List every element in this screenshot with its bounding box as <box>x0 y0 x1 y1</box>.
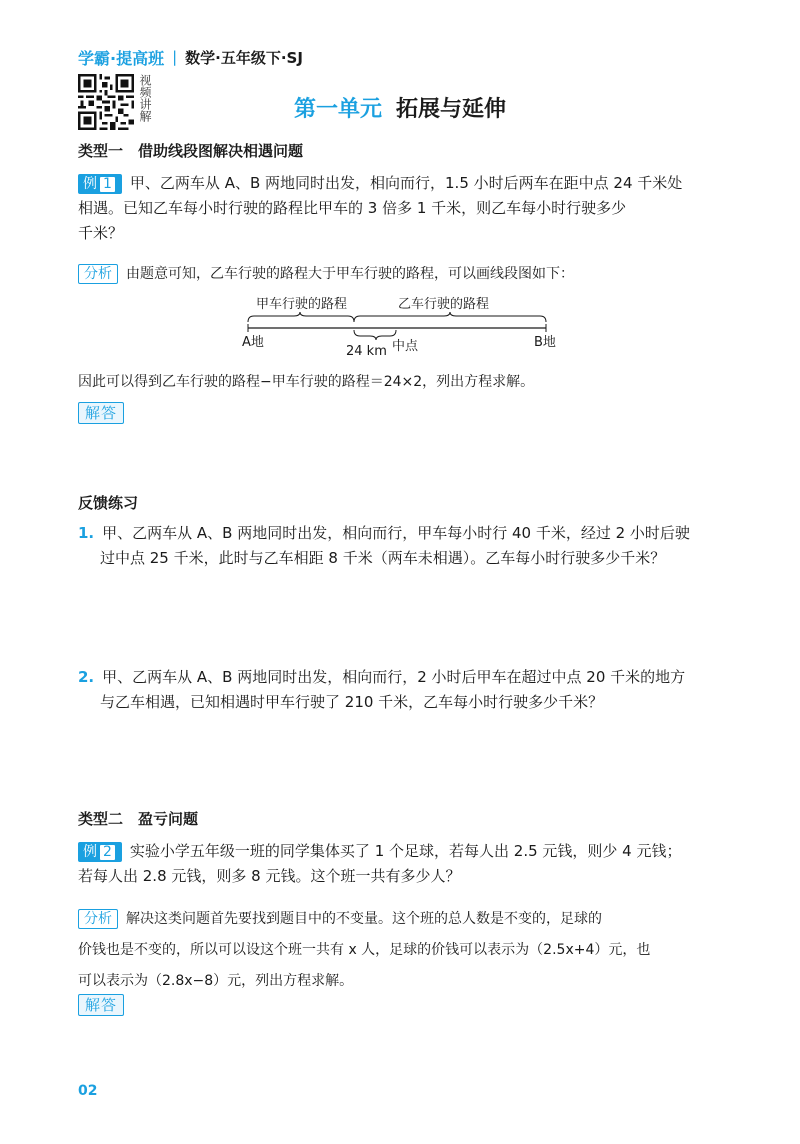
label-b: B地 <box>534 335 556 350</box>
running-header <box>78 44 303 70</box>
header-separator: | <box>172 48 178 66</box>
analysis-1-text: 由题意可知，乙车行驶的路程大于甲车行驶的路程，可以画线段图如下： <box>126 266 574 282</box>
analysis-2-line-3: 可以表示为（2.8x−8）元，列出方程求解。 <box>78 973 354 989</box>
section-title-type2: 类型二 盈亏问题 <box>78 810 199 828</box>
question-1-number: 1. <box>78 524 95 542</box>
example-1-line-1: 例 1 甲、乙两车从 A、B 两地同时出发，相向而行，1.5 小时后两车在距中点 24 千米处 <box>78 171 728 196</box>
example-1-line-2: 相遇。已知乙车每小时行驶的路程比甲车的 3 倍多 1 千米，则乙车每小时行驶多少 <box>78 199 627 217</box>
label-yi-distance: 乙车行驶的路程 <box>398 297 490 312</box>
section-title-type1: 类型一 借助线段图解决相遇问题 <box>78 142 304 160</box>
unit-number: 第一单元 <box>293 97 382 122</box>
line-segment-diagram <box>230 294 570 358</box>
label-a: A地 <box>242 335 264 350</box>
solve-2 <box>78 994 124 1016</box>
analysis-tag: 分析 <box>78 909 118 929</box>
qr-caption: 视频讲解 <box>138 74 152 122</box>
example-2-line-2: 若每人出 2.8 元钱，则多 8 元钱。这个班一共有多少人？ <box>78 867 461 885</box>
example-1-line-3: 千米？ <box>78 224 124 242</box>
analysis-2 <box>78 904 728 997</box>
page-number: 02 <box>78 1083 98 1099</box>
brace-jia <box>248 312 354 322</box>
question-2-line-2: 与乙车相遇，已知相遇时甲车行驶了 210 千米，乙车每小时行驶多少千米？ <box>100 693 604 711</box>
label-jia-distance: 甲车行驶的路程 <box>256 297 348 312</box>
analysis-1 <box>78 262 728 287</box>
brand-name: 学霸·提高班 <box>78 48 165 68</box>
book-subject: 数学·五年级下·SJ <box>185 48 303 67</box>
example-2-line-1: 例 2 实验小学五年级一班的同学集体买了 1 个足球，若每人出 2.5 元钱，则少 4 元钱； <box>78 839 728 864</box>
solve-tag: 解答 <box>78 994 124 1016</box>
example-2 <box>78 839 728 889</box>
analysis-2-line-2: 价钱也是不变的，所以可以设这个班一共有 x 人，足球的价钱可以表示为（2.5x+4）元，也 <box>78 942 651 958</box>
solve-1 <box>78 402 124 424</box>
example-tag: 例 2 <box>78 842 122 862</box>
question-2-line-1: 2. 甲、乙两车从 A、B 两地同时出发，相向而行，2 小时后甲车在超过中点 20 千米的地方 <box>78 668 686 686</box>
brace-24km <box>354 330 396 340</box>
question-1-line-2: 过中点 25 千米，此时与乙车相距 8 千米（两车未相遇）。乙车每小时行驶多少千米？ <box>100 549 666 567</box>
example-1 <box>78 171 728 246</box>
unit-name: 拓展与延伸 <box>396 97 507 122</box>
example-number: 2 <box>99 844 116 861</box>
question-1-line-1: 1. 甲、乙两车从 A、B 两地同时出发，相向而行，甲车每小时行 40 千米，经过 2 小时后驶 <box>78 524 690 542</box>
brace-yi <box>354 312 546 322</box>
question-2 <box>78 665 728 715</box>
solve-tag: 解答 <box>78 402 124 424</box>
question-1 <box>78 521 728 571</box>
label-midpoint: 中点 <box>392 339 419 354</box>
example-number: 1 <box>99 176 116 193</box>
analysis-tag: 分析 <box>78 264 118 284</box>
example-tag: 例 1 <box>78 174 122 194</box>
question-2-number: 2. <box>78 668 95 686</box>
analysis-2-line-1: 分析 解决这类问题首先要找到题目中的不变量。这个班的总人数是不变的，足球的 <box>78 904 728 935</box>
label-24km: 24 km <box>346 344 387 358</box>
conclusion-1: 因此可以得到乙车行驶的路程−甲车行驶的路程＝24×2，列出方程求解。 <box>78 374 535 390</box>
unit-title <box>0 92 800 123</box>
section-title-feedback: 反馈练习 <box>78 494 139 512</box>
